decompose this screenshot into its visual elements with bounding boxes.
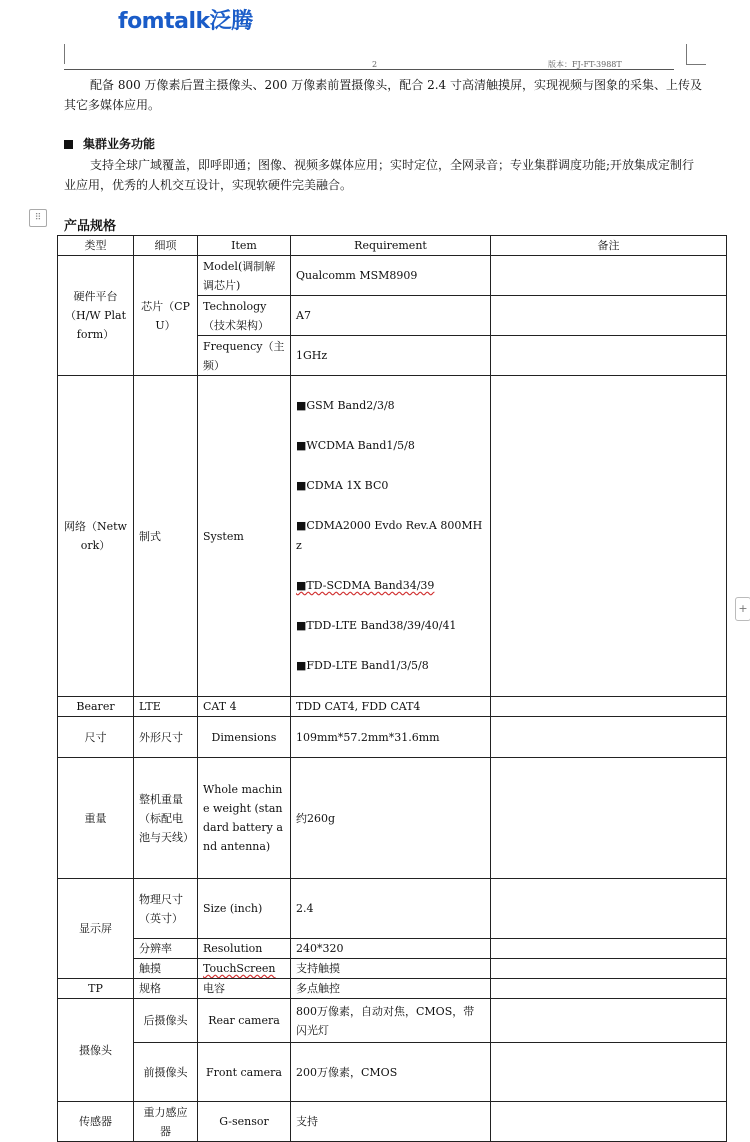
table-row [58, 979, 727, 999]
remark-cell [491, 939, 727, 959]
item-cell: TouchScreen [198, 959, 291, 979]
sub-cell: 分辨率 [134, 939, 198, 959]
band-line: ■TD-SCDMA Band34/39 [296, 579, 435, 592]
add-column-icon[interactable]: + [735, 597, 750, 621]
table-row [58, 999, 727, 1043]
header-remark: 备注 [491, 236, 727, 256]
item-cell: Front camera [198, 1043, 291, 1102]
remark-cell [491, 959, 727, 979]
sub-cell: 物理尺寸（英寸） [134, 879, 198, 939]
remark-cell [491, 1102, 727, 1142]
type-cell: TP [58, 979, 134, 999]
sub-cell: 前摄像头 [134, 1043, 198, 1102]
item-cell: Dimensions [198, 717, 291, 758]
table-row [58, 376, 727, 697]
header-rule [64, 69, 674, 70]
sub-cell: 外形尺寸 [134, 717, 198, 758]
requirement-cell: A7 [291, 296, 491, 336]
table-title: 产品规格 [64, 219, 117, 234]
table-row [58, 717, 727, 758]
item-cell: Model(调制解调芯片) [198, 256, 291, 296]
band-line: ■TDD-LTE Band38/39/40/41 [296, 619, 457, 632]
crop-mark-right [686, 44, 687, 64]
table-row [58, 758, 727, 879]
requirement-cell: 支持触摸 [291, 959, 491, 979]
band-line: ■CDMA2000 Evdo Rev.A 800MHz [296, 519, 483, 552]
sub-cell: 后摄像头 [134, 999, 198, 1043]
item-cell: G-sensor [198, 1102, 291, 1142]
type-cell: 尺寸 [58, 717, 134, 758]
type-cell: Bearer [58, 697, 134, 717]
header-requirement: Requirement [291, 236, 491, 256]
page-number: 2 [372, 60, 378, 69]
item-cell: Whole machine weight (standard battery and antenna) [198, 758, 291, 879]
requirement-cell: 2.4 [291, 879, 491, 939]
band-line: ■CDMA 1X BC0 [296, 479, 389, 492]
type-cell: 硬件平台（H/W Platform） [58, 256, 134, 376]
crop-mark-left [64, 44, 65, 64]
requirement-cell: 约260g [291, 758, 491, 879]
band-line: ■WCDMA Band1/5/8 [296, 439, 415, 452]
sub-cell: 芯片（CPU） [134, 256, 198, 376]
band-line: ■GSM Band2/3/8 [296, 399, 395, 412]
spec-table [57, 235, 727, 1142]
remark-cell [491, 999, 727, 1043]
table-row [58, 1102, 727, 1142]
table-header-row [58, 236, 727, 256]
requirement-cell: 800万像素，自动对焦，CMOS，带闪光灯 [291, 999, 491, 1043]
requirement-cell [291, 376, 491, 697]
item-cell: Rear camera [198, 999, 291, 1043]
type-cell: 显示屏 [58, 879, 134, 979]
sub-cell: 整机重量（标配电池与天线） [134, 758, 198, 879]
table-row [58, 959, 727, 979]
remark-cell [491, 879, 727, 939]
header-type: 类型 [58, 236, 134, 256]
intro-paragraph: 配备 800 万像素后置主摄像头、200 万像素前置摄像头，配合 2.4 寸高清触摸屏，实现视频与图象的采集、上传及其它多媒体应用。 [64, 78, 702, 112]
table-move-handle-icon[interactable]: ⠿ [29, 209, 47, 227]
remark-cell [491, 979, 727, 999]
table-row [58, 939, 727, 959]
sub-cell: 触摸 [134, 959, 198, 979]
sub-cell: LTE [134, 697, 198, 717]
item-cell: System [198, 376, 291, 697]
remark-cell [491, 717, 727, 758]
requirement-cell: Qualcomm MSM8909 [291, 256, 491, 296]
table-row [58, 256, 727, 296]
section-heading [64, 135, 155, 152]
remark-cell [491, 296, 727, 336]
sub-cell: 制式 [134, 376, 198, 697]
item-cell: Size (inch) [198, 879, 291, 939]
requirement-cell: 200万像素，CMOS [291, 1043, 491, 1102]
remark-cell [491, 376, 727, 697]
item-cell: Resolution [198, 939, 291, 959]
item-cell: CAT 4 [198, 697, 291, 717]
item-cell: Frequency（主频） [198, 336, 291, 376]
section-paragraph: 支持全球广域覆盖，即呼即通；图像、视频多媒体应用；实时定位，全网录音；专业集群调度功能;开放集成定制行业应用，优秀的人机交互设计，实现软硬件完美融合。 [64, 158, 695, 192]
table-row [58, 697, 727, 717]
type-cell: 网络（Network） [58, 376, 134, 697]
crop-mark-right-horizontal [686, 64, 706, 65]
section-title: 集群业务功能 [83, 137, 156, 151]
band-line: ■FDD-LTE Band1/3/5/8 [296, 659, 429, 672]
requirement-cell: 109mm*57.2mm*31.6mm [291, 717, 491, 758]
company-logo: fomtalk泛腾 [118, 9, 253, 34]
type-cell: 摄像头 [58, 999, 134, 1102]
sub-cell: 规格 [134, 979, 198, 999]
requirement-cell: 多点触控 [291, 979, 491, 999]
header-item: Item [198, 236, 291, 256]
sub-cell: 重力感应器 [134, 1102, 198, 1142]
requirement-cell: 支持 [291, 1102, 491, 1142]
remark-cell [491, 336, 727, 376]
requirement-cell: TDD CAT4, FDD CAT4 [291, 697, 491, 717]
item-cell: Technology（技术架构） [198, 296, 291, 336]
remark-cell [491, 758, 727, 879]
type-cell: 传感器 [58, 1102, 134, 1142]
requirement-cell: 1GHz [291, 336, 491, 376]
table-row [58, 879, 727, 939]
remark-cell [491, 256, 727, 296]
item-cell: 电容 [198, 979, 291, 999]
bullet-square-icon [64, 140, 73, 149]
table-row [58, 1043, 727, 1102]
remark-cell [491, 697, 727, 717]
header-sub: 细项 [134, 236, 198, 256]
type-cell: 重量 [58, 758, 134, 879]
remark-cell [491, 1043, 727, 1102]
requirement-cell: 240*320 [291, 939, 491, 959]
document-version: 版本：FJ-FT-3988T [548, 60, 622, 69]
